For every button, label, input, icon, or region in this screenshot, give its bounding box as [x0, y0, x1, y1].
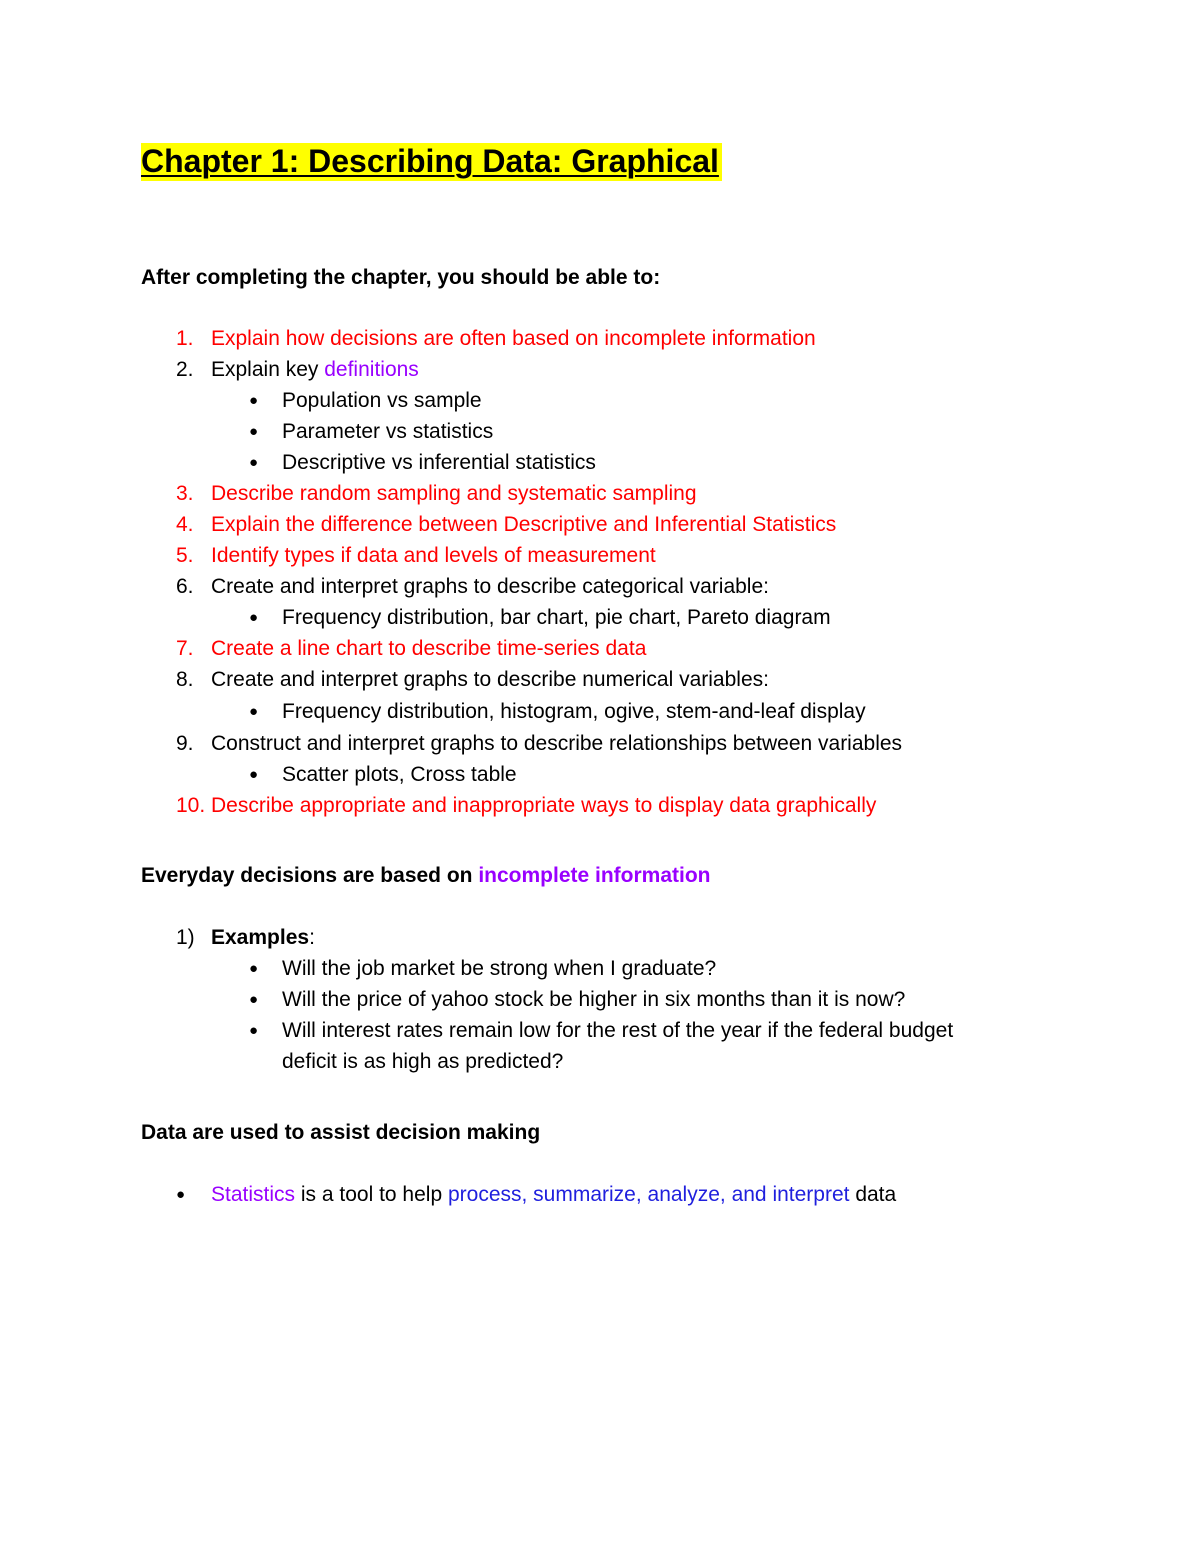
objective-text: Create and interpret graphs to describe numerical variables:	[211, 668, 769, 691]
objective-text	[211, 354, 419, 385]
objective-subitem-text: Scatter plots, Cross table	[282, 763, 517, 786]
incomplete-information-highlight: incomplete information	[478, 864, 711, 887]
page-title-text: Chapter 1: Describing Data: Graphical	[141, 143, 722, 181]
objective-number: 2.	[176, 358, 194, 381]
examples-label-text: Examples	[211, 926, 310, 949]
objective-text: Create and interpret graphs to describe categorical variable:	[211, 575, 769, 598]
example-text: Will the job market be strong when I graduate?	[282, 957, 717, 980]
objective-number: 3.	[176, 482, 194, 505]
objective-number: 7.	[176, 637, 194, 660]
bullet-icon: ●	[249, 392, 259, 409]
bullet-icon: ●	[249, 609, 259, 626]
objective-text: Describe random sampling and systematic sampling	[211, 482, 697, 505]
definitions-highlight: definitions	[324, 358, 419, 381]
example-text: deficit is as high as predicted?	[282, 1050, 564, 1073]
objective-number: 10.	[176, 794, 206, 817]
section-heading: Data are used to assist decision making	[141, 1121, 541, 1144]
bullet-icon: ●	[249, 703, 259, 720]
examples-colon: :	[309, 926, 315, 949]
process-highlight: process, summarize, analyze, and interpret	[447, 1183, 850, 1206]
intro-heading: After completing the chapter, you should be able to:	[141, 266, 661, 289]
objective-number: 4.	[176, 513, 194, 536]
statistics-highlight: Statistics	[211, 1183, 296, 1206]
objective-subitem-text: Frequency distribution, bar chart, pie chart, Pareto diagram	[282, 606, 831, 629]
bullet-icon: ●	[249, 991, 259, 1008]
bullet-icon: ●	[176, 1186, 186, 1203]
objective-text: Explain the difference between Descriptive and Inferential Statistics	[211, 513, 837, 536]
bullet-icon: ●	[249, 960, 259, 977]
section-heading-text: Everyday decisions are based on	[141, 864, 479, 887]
objective-number: 9.	[176, 732, 194, 755]
objective-text: Construct and interpret graphs to describe relationships between variables	[211, 732, 903, 755]
example-text: Will interest rates remain low for the rest of the year if the federal budget	[282, 1019, 954, 1042]
page-title	[141, 140, 722, 182]
objective-text: Explain how decisions are often based on incomplete information	[211, 327, 816, 350]
objective-number: 6.	[176, 575, 194, 598]
examples-label	[211, 922, 315, 953]
section-heading	[141, 862, 711, 890]
statistics-text-plain: is a tool to help	[295, 1183, 448, 1206]
objective-subitem-text: Descriptive vs inferential statistics	[282, 451, 596, 474]
objective-text-plain: Explain key	[211, 358, 325, 381]
objective-text: Create a line chart to describe time-series data	[211, 637, 647, 660]
objective-text: Identify types if data and levels of measurement	[211, 544, 656, 567]
list-number: 1)	[176, 926, 195, 949]
statistics-text-end: data	[849, 1183, 897, 1206]
example-text: Will the price of yahoo stock be higher in six months than it is now?	[282, 988, 906, 1011]
statistics-text	[211, 1179, 896, 1210]
objective-number: 5.	[176, 544, 194, 567]
objective-number: 8.	[176, 668, 194, 691]
objective-subitem-text: Frequency distribution, histogram, ogive, stem-and-leaf display	[282, 700, 866, 723]
objective-subitem-text: Population vs sample	[282, 389, 482, 412]
objective-number: 1.	[176, 327, 194, 350]
bullet-icon: ●	[249, 1022, 259, 1039]
bullet-icon: ●	[249, 766, 259, 783]
bullet-icon: ●	[249, 454, 259, 471]
bullet-icon: ●	[249, 423, 259, 440]
objective-subitem-text: Parameter vs statistics	[282, 420, 494, 443]
objective-text: Describe appropriate and inappropriate ways to display data graphically	[211, 794, 877, 817]
